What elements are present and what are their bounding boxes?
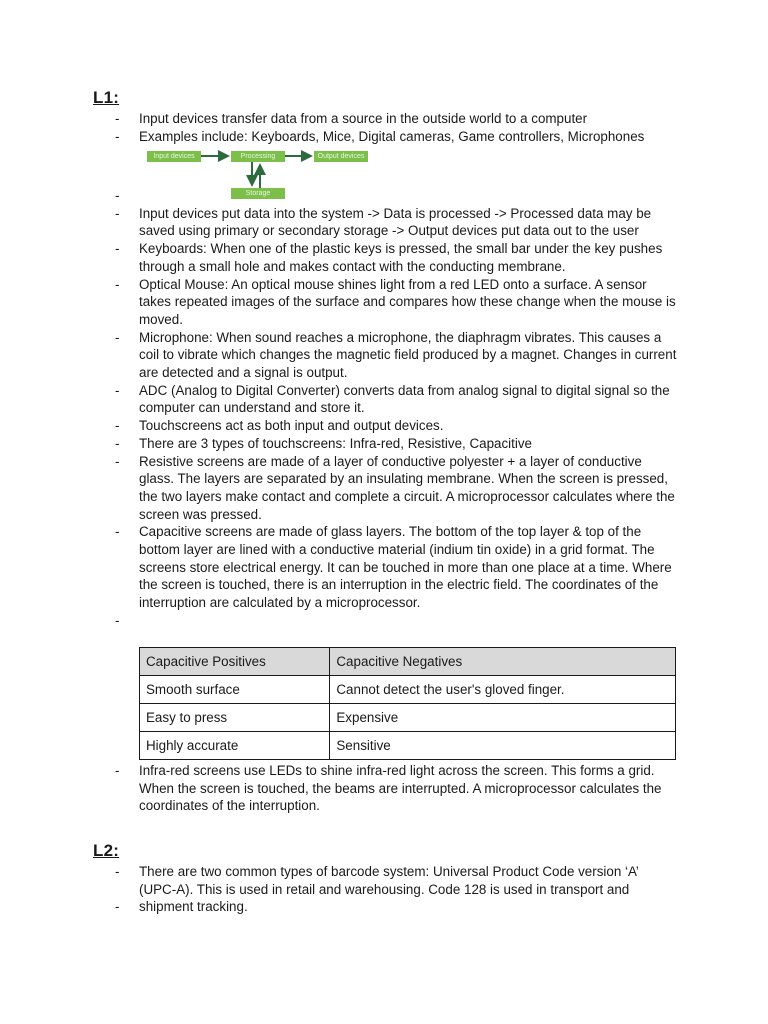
list-item: - Infra-red screens use LEDs to shine infra-red light across the screen. This forms a grid. When the screen is touched, the beams are interrupted. A microprocessor calculates the coordinates of the interruption.: [115, 763, 662, 814]
list-item: - shipment tracking.: [115, 899, 248, 915]
diagram-box-storage: Storage: [231, 188, 285, 199]
list-item: - Keyboards: When one of the plastic keys is pressed, the small bar under the key pushes through a small hole and makes contact with the conducting membrane.: [115, 241, 663, 274]
l1-list-part1: [113, 110, 679, 145]
list-item: - There are two common types of barcode system: Universal Product Code version ‘A’ (UPC-A). This is used in retail and warehousing. Code 128 is used in transport and: [115, 864, 639, 897]
list-item: - Input devices transfer data from a source in the outside world to a computer: [115, 111, 588, 126]
table-header-positives: Capacitive Positives: [140, 648, 330, 676]
table-header-row: [140, 648, 676, 676]
list-item: - ADC (Analog to Digital Converter) converts data from analog signal to digital signal so the computer can understand and store it.: [115, 382, 670, 416]
table-cell: Highly accurate: [140, 732, 330, 760]
diagram-box-output: Output devices: [314, 151, 368, 162]
table-cell: Smooth surface: [140, 676, 330, 704]
l1-list-part2: [113, 187, 679, 630]
table-row: [140, 704, 676, 732]
list-item: - Optical Mouse: An optical mouse shines light from a red LED onto a surface. A sensor takes repeated images of the surface and compares how these change when the mouse is moved.: [115, 276, 676, 327]
list-item: - There are 3 types of touchscreens: Infra-red, Resistive, Capacitive: [115, 435, 532, 451]
l2-list: [113, 863, 679, 916]
capacitive-table: [139, 647, 676, 760]
table-cell: Expensive: [330, 704, 676, 732]
list-item: - Microphone: When sound reaches a microphone, the diaphragm vibrates. This causes a coil to vibrate which changes the magnetic field produced by a magnet. Changes in current are detected and a signal is output.: [115, 329, 677, 381]
list-item-empty: -: [115, 612, 120, 628]
list-item: - Examples include: Keyboards, Mice, Digital cameras, Game controllers, Microphones: [115, 128, 645, 144]
table-cell: Easy to press: [140, 704, 330, 732]
list-item: - Resistive screens are made of a layer of conductive polyester + a layer of conductive glass. The layers are separated by an insulating membrane. When the screen is pressed, the two layers make contact and complete a circuit. A microprocessor calculates where the screen was pressed.: [115, 453, 675, 522]
section-heading-l2: L2:: [93, 841, 120, 860]
table-row: [140, 676, 676, 704]
list-item: - Input devices put data into the system -> Data is processed -> Processed data may be saved using primary or secondary storage -> Output devices put data out to the user: [115, 205, 652, 239]
section-heading-l1: L1:: [93, 88, 120, 107]
diagram-box-input: Input devices: [147, 151, 201, 162]
l1-list-part3: [113, 762, 679, 815]
list-item-empty: -: [115, 188, 120, 203]
table-header-negatives: Capacitive Negatives: [330, 648, 676, 676]
diagram-box-processing: Processing: [231, 151, 285, 162]
list-item: - Capacitive screens are made of glass layers. The bottom of the top layer & top of the bottom layer are lined with a conductive material (indium tin oxide) in a grid format. The screens store electrical energy. It can be touched in more than one place at a time. Where the screen is touched, there is an interruption in the electric field. The coordinates of the interruption are calculated by a microprocessor.: [115, 524, 672, 611]
table-cell: Sensitive: [330, 732, 676, 760]
table-cell: Cannot detect the user's gloved finger.: [330, 676, 676, 704]
list-item: - Touchscreens act as both input and output devices.: [115, 418, 444, 434]
table-row: [140, 732, 676, 760]
